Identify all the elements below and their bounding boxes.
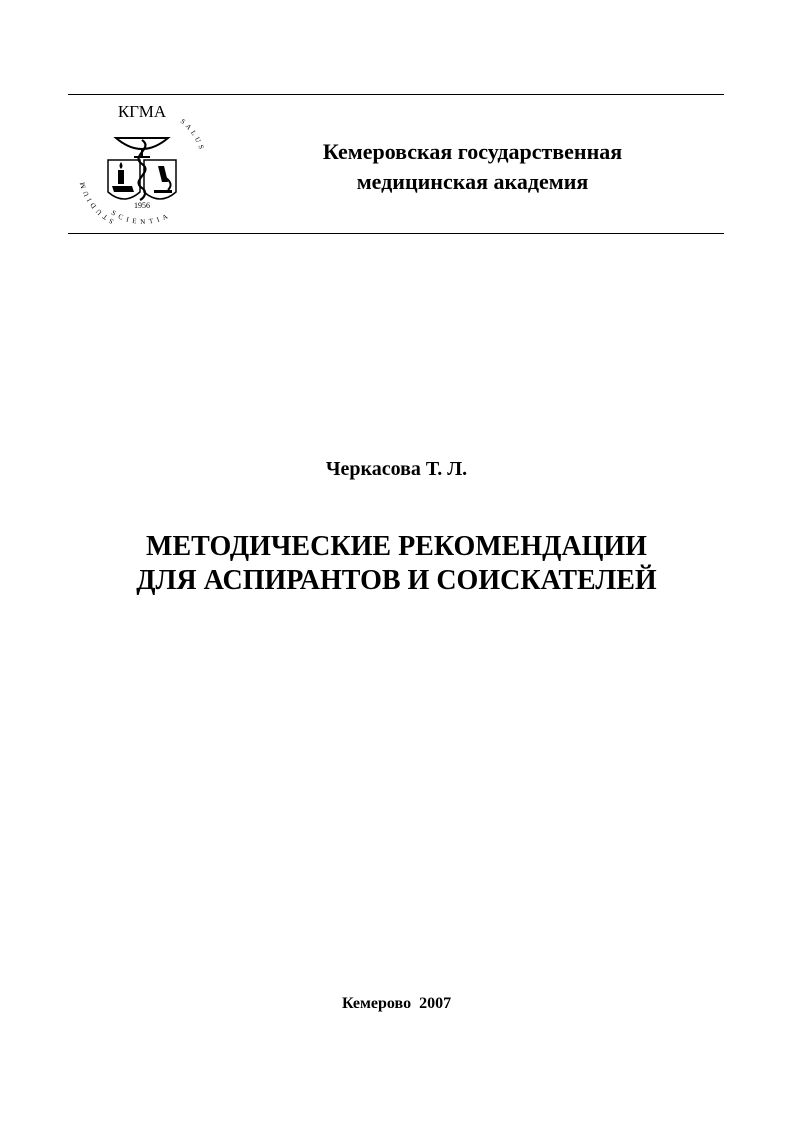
author-name: Черкасова Т. Л. xyxy=(325,458,468,480)
document-title-line1: МЕТОДИЧЕСКИЕ РЕКОМЕНДАЦИИ xyxy=(146,531,647,562)
seal-motto-bottom: SCIENTIA xyxy=(109,208,173,226)
institution-name-line2: медицинская академия xyxy=(356,169,589,194)
bowl-icon xyxy=(116,138,168,149)
institution-name-line1: Кемеровская государственная xyxy=(322,139,623,164)
imprint-city-year: Кемерово 2007 xyxy=(341,995,452,1012)
academy-seal-logo xyxy=(78,100,206,228)
seal-year: 1956 xyxy=(134,201,150,210)
book-icon xyxy=(112,186,134,192)
seal-abbreviation: КГМА xyxy=(117,102,167,121)
institution-name xyxy=(250,137,695,197)
right-shield-icon xyxy=(144,160,176,199)
document-title-line2: ДЛЯ АСПИРАНТОВ И СОИСКАТЕЛЕЙ xyxy=(136,565,657,596)
header-bottom-rule xyxy=(68,233,724,234)
document-title xyxy=(40,530,753,598)
seal-motto-left: STUDIUM xyxy=(78,178,116,226)
candle-icon xyxy=(118,170,124,184)
seal-motto-right: SALUS xyxy=(178,117,206,153)
header-top-rule xyxy=(68,94,724,95)
